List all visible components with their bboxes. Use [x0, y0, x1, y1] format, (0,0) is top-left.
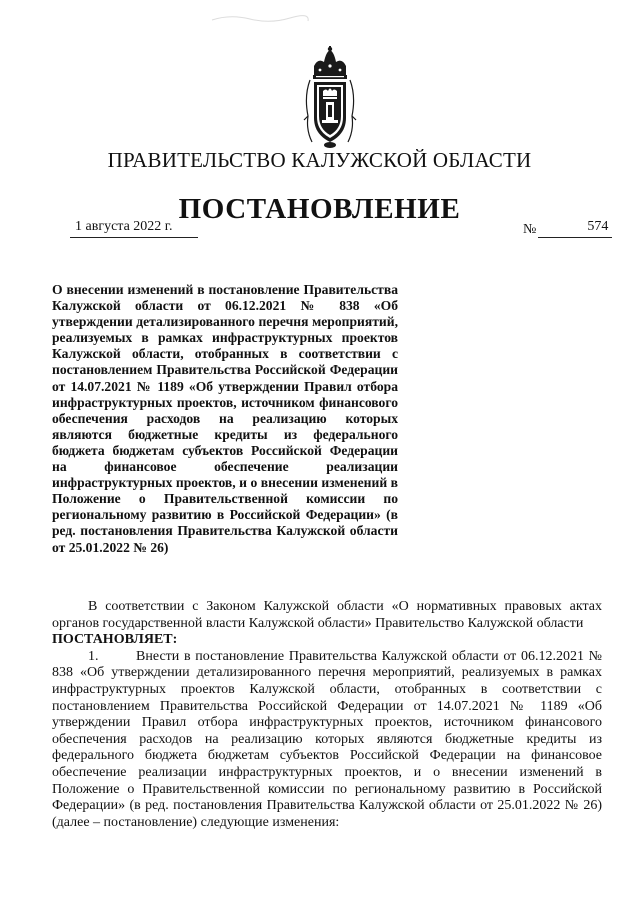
item-1-number: 1. [88, 648, 99, 664]
item-1-paragraph [52, 649, 602, 832]
item-1-text: Внести в постановление Правительства Калужской области от 06.12.2021 № 838 «Об утверждении детализированного перечня мероприятий, реализуемых в рамках инфраструктурных проектов Калужской области, отобранных в соответствии с постановлением Правительства Российской Федерации от 14.07.2021 № 1189 «Об утверждении Правил отбора инфраструктурных проектов, источником финансового обеспечения расходов на реализацию которых являются бюджетные кредиты из федерального бюджета бюджетам субъектов Российской Федерации на финансовое обеспечение реализации инфраструктурных проектов, и о внесении изменений в Положение о Правительственной комиссии по региональному развитию в Российской Федерации» (в ред. постановления Правительства Калужской области от 25.01.2022 № 26) (далее – постановление) следующие изменения: [52, 648, 602, 830]
number-value: 574 [538, 219, 612, 238]
document-body [52, 599, 602, 831]
number-sign: № [523, 222, 537, 237]
scan-artifact [210, 12, 310, 26]
document-date: 1 августа 2022 г. [70, 219, 198, 238]
resolves-heading: ПОСТАНОВЛЯЕТ: [52, 632, 178, 648]
document-number [523, 219, 612, 238]
organization-title: ПРАВИТЕЛЬСТВО КАЛУЖСКОЙ ОБЛАСТИ [107, 148, 532, 172]
document-type-heading: ПОСТАНОВЛЕНИЕ [178, 193, 461, 225]
preamble-paragraph: В соответствии с Законом Калужской области «О нормативных правовых актах органов государственной власти Калужской области» Правительство Калужской области [52, 599, 602, 631]
document-subject: О внесении изменений в постановление Правительства Калужской области от 06.12.2021 № 838 «Об утверждении детализированного перечня мероприятий, реализуемых в рамках инфраструктурных проектов Калужской области, отобранных в соответствии с постановлением Правительства Российской Федерации от 14.07.2021 № 1189 «Об утверждении Правил отбора инфраструктурных проектов, источником финансового обеспечения расходов на реализацию которых являются бюджетные кредиты из федерального бюджета бюджетам субъектов Российской Федерации на финансовое обеспечение реализации инфраструктурных проектов, и о внесении изменений в Положение о Правительственной комиссии по региональному развитию в Российской Федерации» (в ред. постановления Правительства Калужской области от 25.01.2022 № 26) [52, 282, 398, 555]
coat-of-arms-icon [300, 46, 360, 150]
